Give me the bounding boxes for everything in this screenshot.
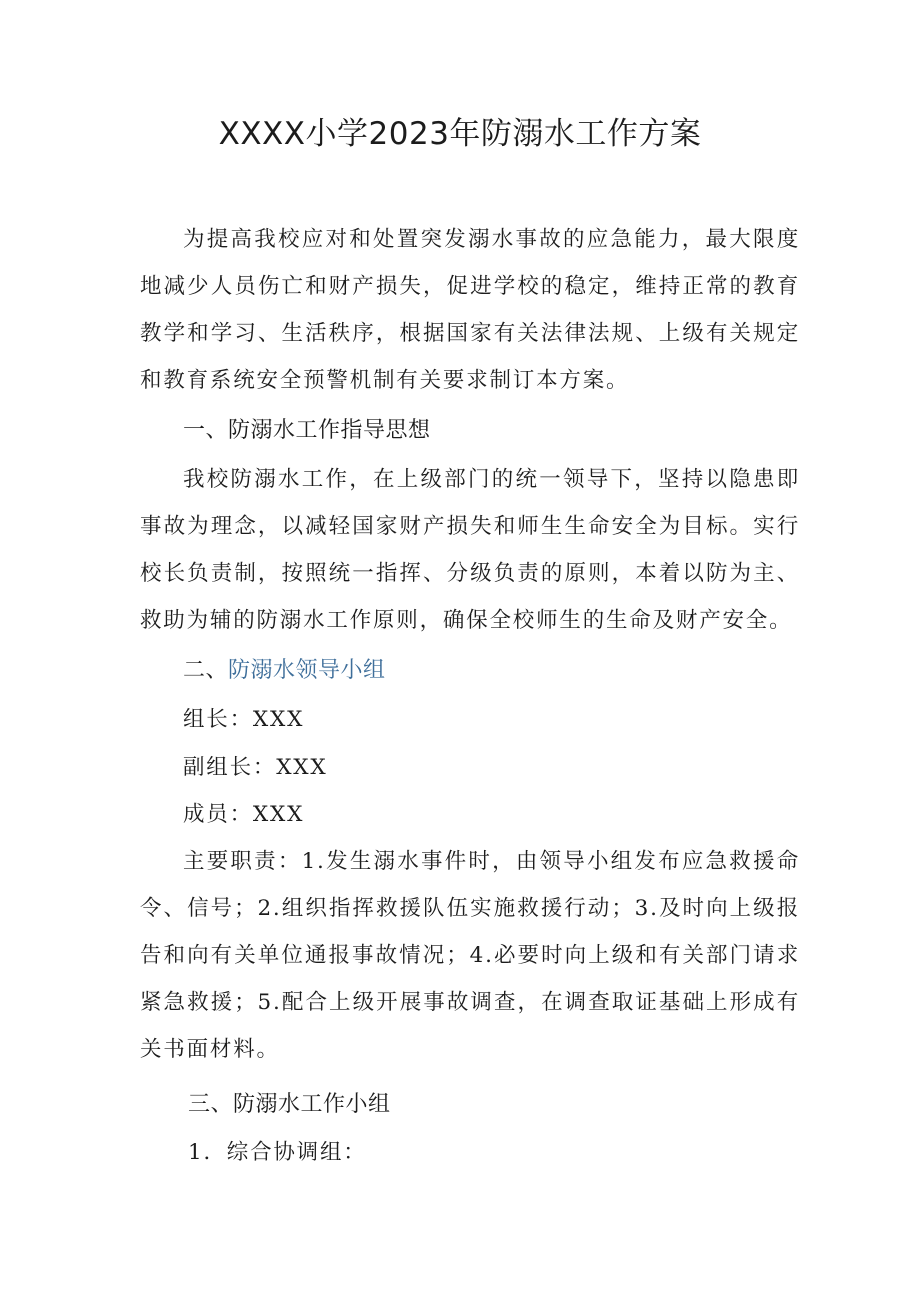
section-1-body: 我校防溺水工作，在上级部门的统一领导下，坚持以隐患即事故为理念，以减轻国家财产损失和师生生命安全为目标。实行校长负责制，按照统一指挥、分级负责的原则，本着以防为主、救助为辅的防溺水工作原则，确保全校师生的生命及财产安全。: [140, 467, 800, 633]
document-title: XXXX小学2023年防溺水工作方案: [218, 116, 702, 152]
section-3-heading: [188, 1082, 391, 1128]
section-2-heading-prefix: 二、: [183, 658, 229, 683]
section-2-heading-text: 防溺水领导小组: [228, 658, 386, 683]
section-2-heading: [183, 648, 386, 694]
section-3-heading-text: 防溺水工作小组: [233, 1092, 391, 1117]
leader-line: 组长：XXX: [183, 707, 305, 732]
section-1-heading: [183, 408, 431, 454]
vice-leader-line: 副组长：XXX: [183, 755, 328, 780]
section-1-heading-prefix: 一、: [183, 418, 229, 443]
duties-paragraph: 主要职责：1.发生溺水事件时，由领导小组发布应急救援命令、信号；2.组织指挥救援队伍实施救援行动；3.及时向上级报告和向有关单位通报事故情况；4.必要时向上级和有关部门请求紧急救援；5.配合上级开展事故调查，在调查取证基础上形成有关书面材料。: [140, 849, 800, 1062]
section-3-item-1: 1．综合协调组：: [188, 1140, 367, 1165]
intro-paragraph: 为提高我校应对和处置突发溺水事故的应急能力，最大限度地减少人员伤亡和财产损失，促进学校的稳定，维持正常的教育教学和学习、生活秩序，根据国家有关法律法规、上级有关规定和教育系统安全预警机制有关要求制订本方案。: [140, 227, 800, 393]
section-3-heading-prefix: 三、: [188, 1092, 234, 1117]
section-1-heading-text: 防溺水工作指导思想: [228, 418, 431, 443]
members-line: 成员：XXX: [183, 802, 305, 827]
